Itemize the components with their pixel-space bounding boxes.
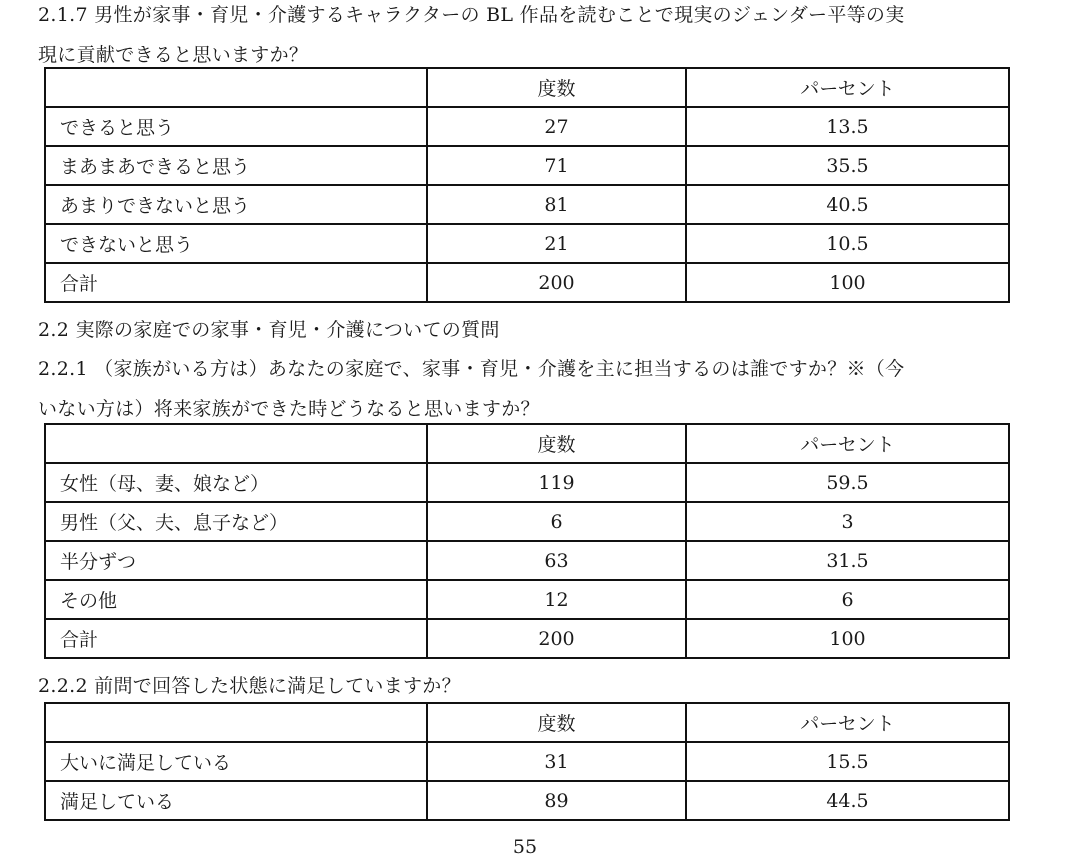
row-label: まあまあできると思う bbox=[45, 146, 427, 185]
header-percent: パーセント bbox=[686, 68, 1009, 107]
row-percent: 100 bbox=[686, 263, 1009, 302]
header-percent: パーセント bbox=[686, 703, 1009, 742]
table-row bbox=[45, 502, 1009, 541]
row-label: 満足している bbox=[45, 781, 427, 820]
row-frequency: 27 bbox=[427, 107, 686, 146]
table-total-row bbox=[45, 619, 1009, 658]
table-row bbox=[45, 580, 1009, 619]
header-blank-cell bbox=[45, 703, 427, 742]
table-header-row bbox=[45, 68, 1009, 107]
section-2-2-heading: 2.2 実際の家庭での家事・育児・介護についての質問 bbox=[38, 319, 500, 341]
row-frequency: 6 bbox=[427, 502, 686, 541]
table-row bbox=[45, 781, 1009, 820]
row-label: 男性（父、夫、息子など） bbox=[45, 502, 427, 541]
row-percent: 59.5 bbox=[686, 463, 1009, 502]
header-frequency: 度数 bbox=[427, 424, 686, 463]
table-2-2-1 bbox=[44, 423, 1010, 659]
row-percent: 10.5 bbox=[686, 224, 1009, 263]
row-percent: 6 bbox=[686, 580, 1009, 619]
row-frequency: 63 bbox=[427, 541, 686, 580]
table-row bbox=[45, 224, 1009, 263]
row-percent: 15.5 bbox=[686, 742, 1009, 781]
question-2-1-7-line1: 2.1.7 男性が家事・育児・介護するキャラクターの BL 作品を読むことで現実のジェンダー平等の実 bbox=[38, 4, 905, 26]
row-frequency: 21 bbox=[427, 224, 686, 263]
table-row bbox=[45, 742, 1009, 781]
row-label: 合計 bbox=[45, 619, 427, 658]
header-blank-cell bbox=[45, 68, 427, 107]
header-blank-cell bbox=[45, 424, 427, 463]
table-row bbox=[45, 541, 1009, 580]
header-frequency: 度数 bbox=[427, 68, 686, 107]
row-frequency: 200 bbox=[427, 263, 686, 302]
row-label: その他 bbox=[45, 580, 427, 619]
table-header-row bbox=[45, 424, 1009, 463]
table-row bbox=[45, 146, 1009, 185]
table-2-2-2 bbox=[44, 702, 1010, 821]
page-number: 55 bbox=[512, 836, 538, 858]
header-frequency: 度数 bbox=[427, 703, 686, 742]
header-percent: パーセント bbox=[686, 424, 1009, 463]
table-header-row bbox=[45, 703, 1009, 742]
row-label: できると思う bbox=[45, 107, 427, 146]
row-frequency: 31 bbox=[427, 742, 686, 781]
row-percent: 44.5 bbox=[686, 781, 1009, 820]
row-percent: 31.5 bbox=[686, 541, 1009, 580]
question-2-2-1-line2: いない方は）将来家族ができた時どうなると思いますか？ bbox=[38, 398, 540, 420]
question-2-2-1-line1: 2.2.1 （家族がいる方は）あなたの家庭で、家事・育児・介護を主に担当するのは誰ですか？※（今 bbox=[38, 358, 905, 380]
row-frequency: 81 bbox=[427, 185, 686, 224]
row-percent: 3 bbox=[686, 502, 1009, 541]
row-label: あまりできないと思う bbox=[45, 185, 427, 224]
table-row bbox=[45, 185, 1009, 224]
question-2-1-7-line2: 現に貢献できると思いますか？ bbox=[38, 44, 309, 66]
row-label: 女性（母、妻、娘など） bbox=[45, 463, 427, 502]
row-label: 合計 bbox=[45, 263, 427, 302]
row-frequency: 119 bbox=[427, 463, 686, 502]
row-percent: 100 bbox=[686, 619, 1009, 658]
row-frequency: 89 bbox=[427, 781, 686, 820]
table-row bbox=[45, 463, 1009, 502]
table-2-1-7 bbox=[44, 67, 1010, 303]
table-total-row bbox=[45, 263, 1009, 302]
row-frequency: 12 bbox=[427, 580, 686, 619]
row-frequency: 200 bbox=[427, 619, 686, 658]
row-label: できないと思う bbox=[45, 224, 427, 263]
row-label: 大いに満足している bbox=[45, 742, 427, 781]
row-percent: 40.5 bbox=[686, 185, 1009, 224]
question-2-2-2-line1: 2.2.2 前問で回答した状態に満足していますか？ bbox=[38, 675, 461, 697]
row-frequency: 71 bbox=[427, 146, 686, 185]
table-row bbox=[45, 107, 1009, 146]
row-label: 半分ずつ bbox=[45, 541, 427, 580]
row-percent: 35.5 bbox=[686, 146, 1009, 185]
row-percent: 13.5 bbox=[686, 107, 1009, 146]
